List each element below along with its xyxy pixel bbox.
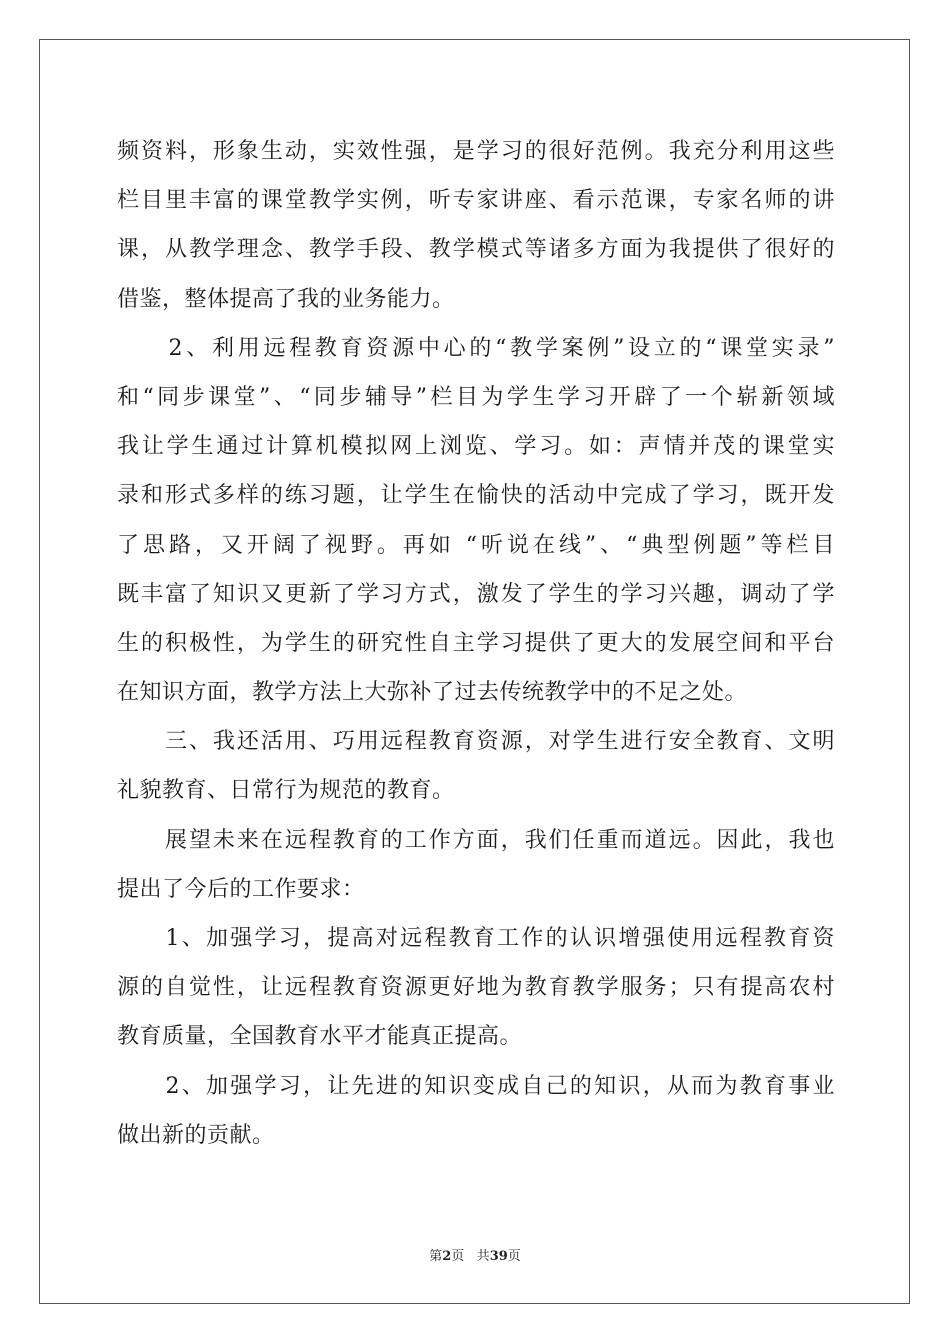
text-line: 生的积极性，为学生的研究性自主学习提供了更大的发展空间和平台	[117, 630, 835, 656]
footer-total-prefix: 共	[476, 1249, 490, 1264]
text-line: 在知识方面，教学方法上大弥补了过去传统教学中的不足之处。	[117, 680, 748, 706]
page-footer	[0, 1245, 950, 1264]
text-line: 我让学生通过计算机模拟网上浏览、学习。如：声情并茂的课堂实	[117, 434, 835, 460]
text-line: 频资料，形象生动，实效性强，是学习的很好范例。我充分利用这些	[117, 139, 835, 164]
text-line: 借鉴，整体提高了我的业务能力。	[117, 286, 455, 312]
text-line: 礼貌教育、日常行为规范的教育。	[117, 778, 455, 804]
text-line: 2、利用远程教育资源中心的“教学案例”设立的“课堂实录”	[117, 335, 835, 361]
document-body	[117, 127, 835, 1160]
footer-page-number: 2	[442, 1249, 452, 1264]
text-line: 提出了今后的工作要求：	[117, 876, 365, 902]
text-line: 了思路，又开阔了视野。再如 “听说在线”、“典型例题”等栏目	[117, 532, 835, 558]
text-line: 教育质量，全国教育水平才能真正提高。	[117, 1024, 523, 1050]
text-line: 1、加强学习，提高对远程教育工作的认识增强使用远程教育资	[117, 926, 835, 951]
text-line: 源的自觉性，让远程教育资源更好地为教育教学服务；只有提高农村	[117, 975, 835, 1001]
text-line: 和“同步课堂”、“同步辅导”栏目为学生学习开辟了一个崭新领域	[117, 384, 835, 410]
text-line: 2、加强学习，让先进的知识变成自己的知识，从而为教育事业	[117, 1073, 835, 1099]
text-line: 展望未来在远程教育的工作方面，我们任重而道远。因此，我也	[117, 827, 835, 853]
text-line: 三、我还活用、巧用远程教育资源，对学生进行安全教育、文明	[117, 729, 835, 755]
text-line: 录和形式多样的练习题，让学生在愉快的活动中完成了学习，既开发	[117, 483, 835, 509]
footer-total-pages: 39	[489, 1249, 508, 1264]
footer-page-prefix: 第	[429, 1249, 443, 1264]
text-line: 做出新的贡献。	[117, 1122, 275, 1148]
text-line: 既丰富了知识又更新了学习方式，激发了学生的学习兴趣，调动了学	[117, 581, 835, 607]
footer-page-suffix: 页	[451, 1249, 465, 1264]
footer-total-suffix: 页	[507, 1249, 521, 1264]
text-line: 栏目里丰富的课堂教学实例，听专家讲座、看示范课，专家名师的讲	[117, 188, 835, 214]
text-line: 课，从教学理念、教学手段、教学模式等诸多方面为我提供了很好的	[117, 237, 835, 263]
